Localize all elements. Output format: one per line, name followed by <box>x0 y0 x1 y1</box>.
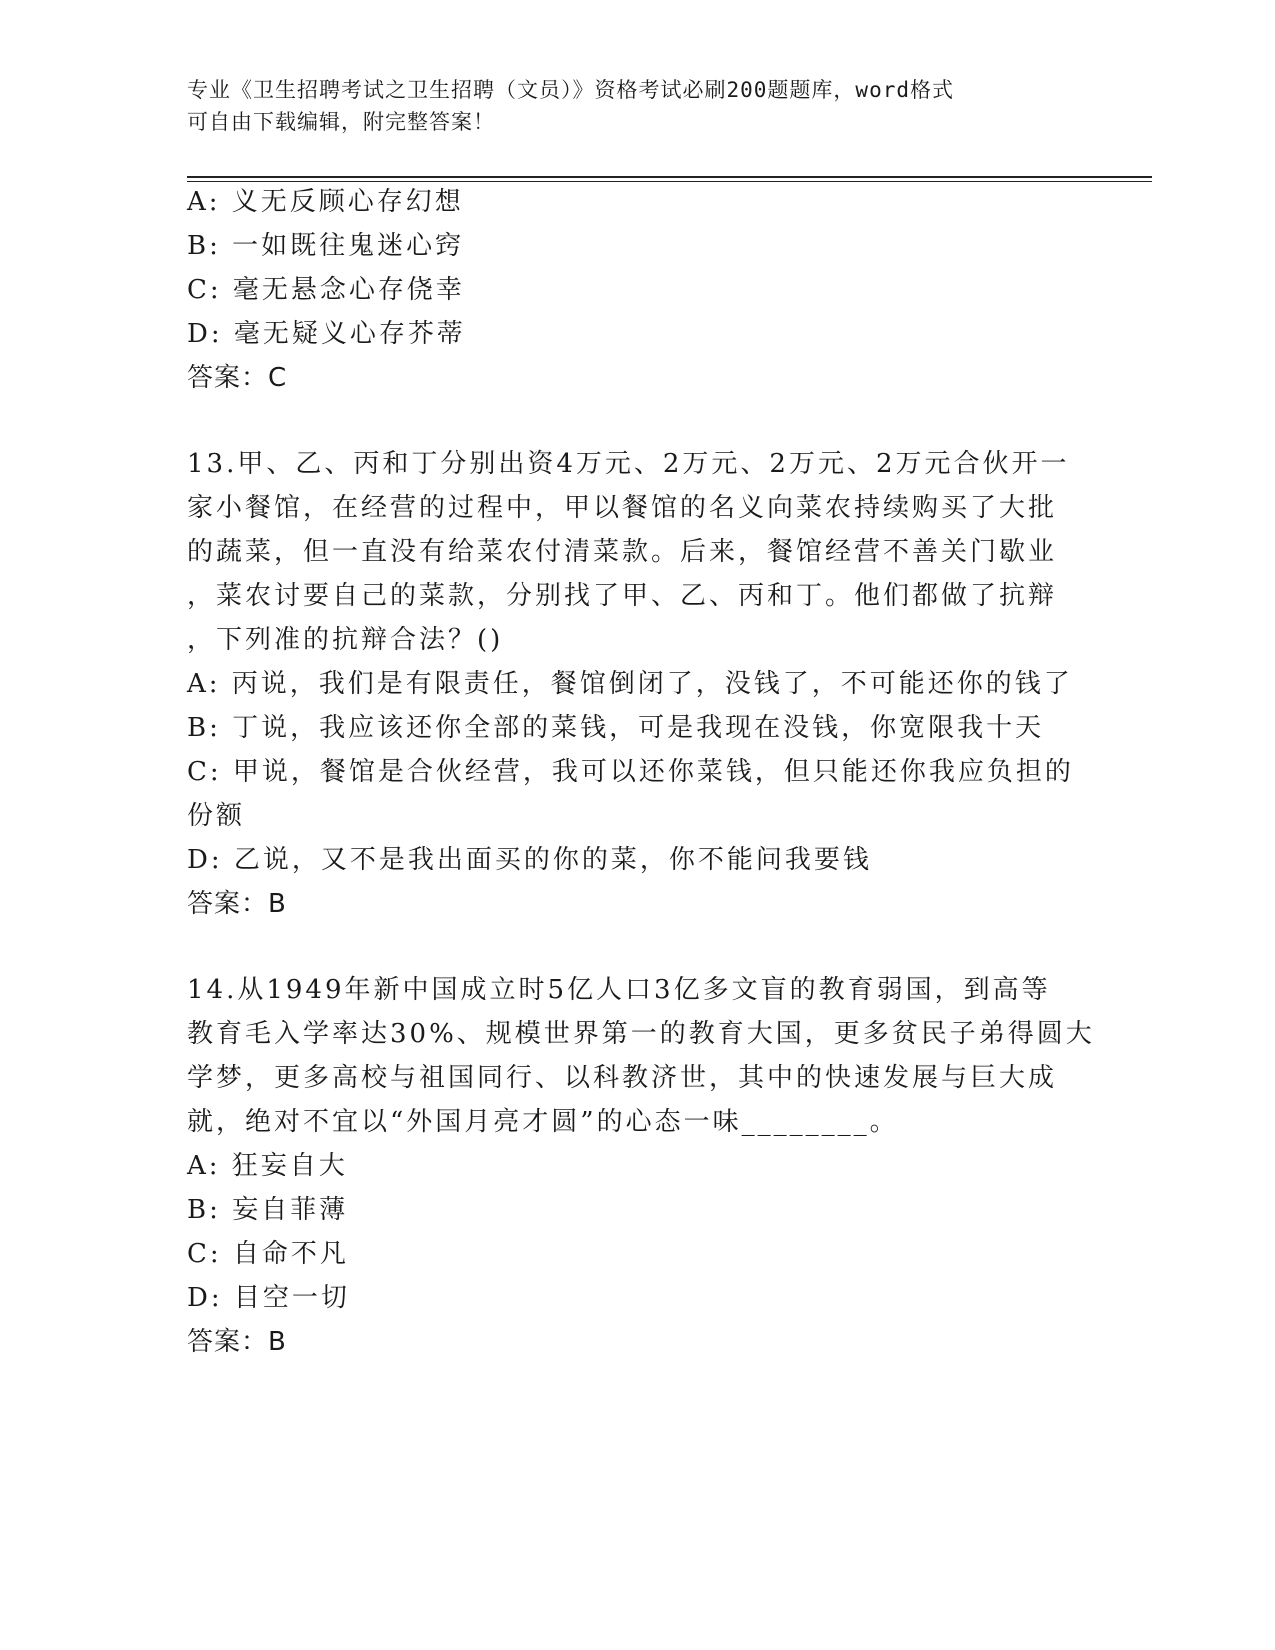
q13-stem-line-1: 13.甲、乙、丙和丁分别出资4万元、2万元、2万元、2万元合伙开一 <box>187 449 1070 479</box>
q12-option-a: A: 义无反顾心存幻想 <box>187 187 464 217</box>
q13-stem-line-5: ，下列准的抗辩合法？() <box>187 625 504 655</box>
q14-stem-line-4: 就，绝对不宜以“外国月亮才圆”的心态一味________。 <box>187 1107 899 1137</box>
q12-answer: 答案：C <box>187 363 288 393</box>
q13-stem-line-2: 家小餐馆，在经营的过程中，甲以餐馆的名义向菜农持续购买了大批 <box>187 493 1058 523</box>
q13-option-b: B: 丁说，我应该还你全部的菜钱，可是我现在没钱，你宽限我十天 <box>187 713 1045 743</box>
header-title-line-1: 专业《卫生招聘考试之卫生招聘（文员）》资格考试必刷200题题库，word格式 <box>187 78 954 102</box>
q14-option-a: A: 狂妄自大 <box>187 1151 348 1181</box>
header-rule-thin <box>187 181 1152 182</box>
q14-stem-line-3: 学梦，更多高校与祖国同行、以科教济世，其中的快速发展与巨大成 <box>187 1063 1058 1093</box>
q12-option-d: D: 毫无疑义心存芥蒂 <box>187 319 466 349</box>
q14-option-d: D: 目空一切 <box>187 1283 350 1313</box>
q12-option-b: B: 一如既往鬼迷心窍 <box>187 231 465 261</box>
q13-option-c: C: 甲说，餐馆是合伙经营，我可以还你菜钱，但只能还你我应负担的 <box>187 757 1074 787</box>
q13-answer: 答案：B <box>187 889 287 919</box>
q13-option-a: A: 丙说，我们是有限责任，餐馆倒闭了，没钱了，不可能还你的钱了 <box>187 669 1073 699</box>
q13-option-c-continued: 份额 <box>187 801 246 831</box>
q13-stem-line-4: ，菜农讨要自己的菜款，分别找了甲、乙、丙和丁。他们都做了抗辩 <box>187 581 1058 611</box>
q14-stem-line-1: 14.从1949年新中国成立时5亿人口3亿多文盲的教育弱国，到高等 <box>187 975 1051 1005</box>
q14-option-b: B: 妄自菲薄 <box>187 1195 349 1225</box>
document-header <box>187 74 1087 138</box>
q13-option-d: D: 乙说，又不是我出面买的你的菜，你不能问我要钱 <box>187 845 872 875</box>
q12-option-c: C: 毫无悬念心存侥幸 <box>187 275 465 305</box>
q13-stem-line-3: 的蔬菜，但一直没有给菜农付清菜款。后来，餐馆经营不善关门歇业 <box>187 537 1058 567</box>
q14-answer: 答案：B <box>187 1327 287 1357</box>
header-title-line-2: 可自由下载编辑，附完整答案！ <box>187 110 495 134</box>
q14-stem-line-2: 教育毛入学率达30%、规模世界第一的教育大国，更多贫民子弟得圆大 <box>187 1019 1095 1049</box>
q14-option-c: C: 自命不凡 <box>187 1239 349 1269</box>
header-rule-thick <box>187 176 1152 178</box>
